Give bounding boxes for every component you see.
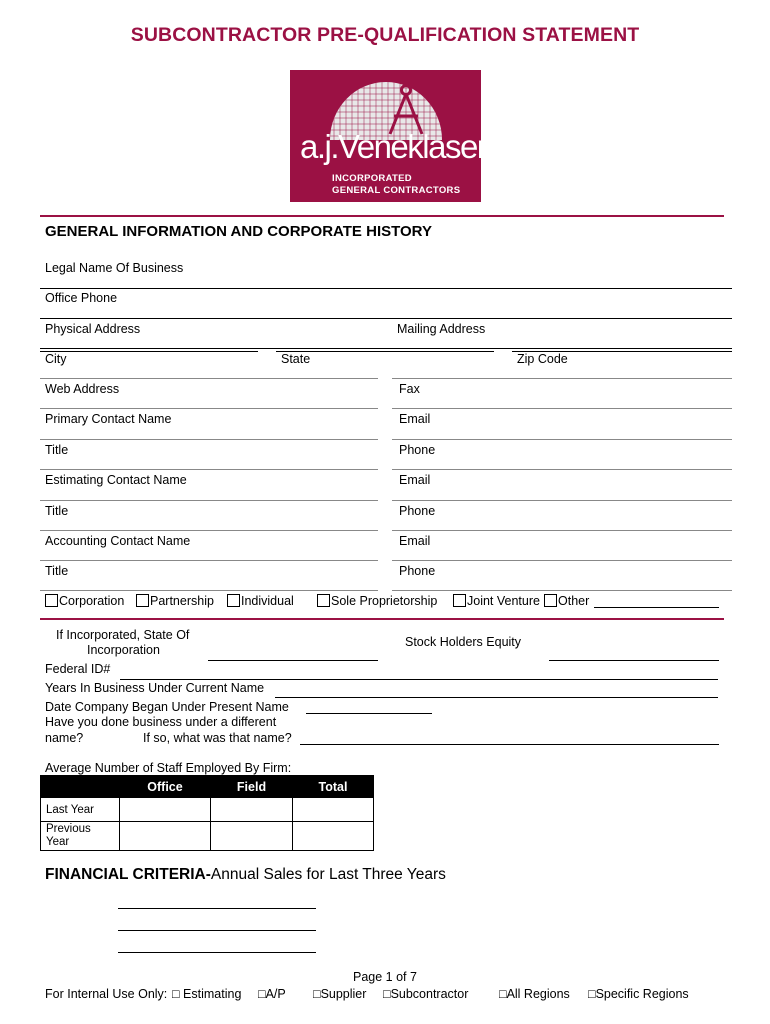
divider [40, 500, 378, 501]
fax-label: Fax [399, 382, 420, 396]
state-of-inc-label: If Incorporated, State Of [56, 628, 190, 642]
divider [392, 408, 732, 409]
checkbox-icon [544, 594, 557, 607]
checkbox-other[interactable] [544, 594, 589, 608]
page-title: SUBCONTRACTOR PRE-QUALIFICATION STATEMENT [130, 24, 640, 46]
zip-field[interactable] [512, 351, 732, 352]
checkbox-icon [136, 594, 149, 607]
checkbox-joint-venture[interactable] [453, 594, 540, 608]
years-field[interactable] [275, 697, 718, 698]
divider [392, 439, 732, 440]
date-began-field[interactable] [306, 713, 432, 714]
checkbox-glyph-icon: □ [499, 987, 507, 1001]
staff-heading: Average Number of Staff Employed By Firm: [45, 761, 292, 775]
brand-line-contractors: GENERAL CONTRACTORS [332, 185, 461, 196]
estimating-contact-label: Estimating Contact Name [45, 473, 187, 487]
checkbox-label: Individual [241, 594, 294, 608]
sales-year-2-field[interactable] [118, 930, 316, 931]
brand-name: a.j.Veneklasen [300, 128, 494, 165]
checkbox-glyph-icon: □ [383, 987, 391, 1001]
zip-label: Zip Code [517, 352, 568, 366]
divider [40, 590, 378, 591]
internal-supplier[interactable] [313, 987, 366, 1001]
financial-heading [45, 866, 446, 884]
equity-label: Stock Holders Equity [405, 635, 522, 649]
divider [392, 530, 732, 531]
divider [40, 469, 378, 470]
state-field[interactable] [276, 351, 494, 352]
federal-id-field[interactable] [120, 679, 718, 680]
header-office: Office [120, 776, 211, 798]
option-label: Specific Regions [595, 987, 689, 1001]
checkbox-icon [45, 594, 58, 607]
state-of-inc-label-2: Incorporation [87, 643, 160, 657]
cell-last-office[interactable] [120, 798, 211, 822]
years-label: Years In Business Under Current Name [45, 681, 265, 695]
row-label-last-year: Last Year [41, 798, 120, 822]
address-field[interactable] [40, 348, 732, 349]
equity-field[interactable] [549, 660, 719, 661]
internal-subcontractor[interactable] [383, 987, 468, 1001]
sales-year-3-field[interactable] [118, 952, 316, 953]
checkbox-glyph-icon: □ [588, 987, 596, 1001]
header-blank [41, 776, 120, 798]
cell-last-field[interactable] [211, 798, 293, 822]
divider [40, 408, 378, 409]
checkbox-glyph-icon: □ [172, 987, 180, 1001]
cell-last-total[interactable] [293, 798, 374, 822]
option-label: All Regions [506, 987, 570, 1001]
checkbox-icon [227, 594, 240, 607]
row-label-previous-year: Previous Year [41, 822, 120, 851]
divider [392, 500, 732, 501]
option-label: Estimating [183, 987, 242, 1001]
internal-ap[interactable] [258, 987, 286, 1001]
checkbox-icon [453, 594, 466, 607]
city-label: City [45, 352, 67, 366]
divider [392, 378, 732, 379]
primary-contact-label: Primary Contact Name [45, 412, 172, 426]
accounting-contact-label: Accounting Contact Name [45, 534, 191, 548]
section-heading-general: GENERAL INFORMATION AND CORPORATE HISTORY [45, 223, 432, 240]
divider [392, 469, 732, 470]
financial-heading-bold: FINANCIAL CRITERIA- [45, 866, 211, 883]
diff-name-label-3: If so, what was that name? [143, 731, 292, 745]
physical-address-label: Physical Address [45, 322, 141, 336]
divider [40, 439, 378, 440]
estimating-phone-label: Phone [399, 504, 436, 518]
checkbox-partnership[interactable] [136, 594, 214, 608]
primary-email-label: Email [399, 412, 431, 426]
city-field[interactable] [40, 351, 258, 352]
header-field: Field [211, 776, 293, 798]
divider [40, 530, 378, 531]
checkbox-label: Corporation [59, 594, 125, 608]
staff-table [40, 775, 374, 851]
legal-name-label: Legal Name Of Business [45, 261, 184, 275]
company-logo [290, 70, 494, 202]
internal-estimating[interactable] [172, 987, 241, 1001]
accounting-email-label: Email [399, 534, 431, 548]
internal-all-regions[interactable] [499, 987, 570, 1001]
cell-prev-office[interactable] [120, 822, 211, 851]
cell-prev-total[interactable] [293, 822, 374, 851]
financial-heading-rest: Annual Sales for Last Three Years [210, 866, 446, 883]
state-of-inc-field[interactable] [208, 660, 378, 661]
federal-id-label: Federal ID# [45, 662, 111, 676]
date-began-label: Date Company Began Under Present Name [45, 700, 289, 714]
checkbox-label: Other [558, 594, 590, 608]
option-label: A/P [265, 987, 286, 1001]
diff-name-label: Have you done business under a different [45, 715, 277, 729]
divider [40, 378, 378, 379]
checkbox-individual[interactable] [227, 594, 294, 608]
page-number: Page 1 of 7 [353, 970, 417, 984]
checkbox-icon [317, 594, 330, 607]
header-total: Total [293, 776, 374, 798]
section-rule [40, 618, 724, 620]
cell-prev-field[interactable] [211, 822, 293, 851]
legal-name-field[interactable] [40, 288, 732, 289]
web-address-label: Web Address [45, 382, 120, 396]
checkbox-corporation[interactable] [45, 594, 124, 608]
option-label: Subcontractor [390, 987, 469, 1001]
divider [392, 590, 732, 591]
state-label: State [281, 352, 311, 366]
checkbox-sole-proprietorship[interactable] [317, 594, 437, 608]
section-rule [40, 215, 724, 217]
estimating-email-label: Email [399, 473, 431, 487]
estimating-title-label: Title [45, 504, 69, 518]
checkbox-glyph-icon: □ [313, 987, 321, 1001]
accounting-phone-label: Phone [399, 564, 436, 578]
diff-name-label-2: name? [45, 731, 84, 745]
sales-year-1-field[interactable] [118, 908, 316, 909]
diff-name-field[interactable] [300, 744, 719, 745]
accounting-title-label: Title [45, 564, 69, 578]
internal-specific-regions[interactable] [588, 987, 689, 1001]
divider [40, 560, 378, 561]
brand-line-incorporated: INCORPORATED [332, 173, 412, 184]
mailing-address-label: Mailing Address [397, 322, 486, 336]
checkbox-glyph-icon: □ [258, 987, 266, 1001]
office-phone-label: Office Phone [45, 291, 118, 305]
internal-use-label: For Internal Use Only: [45, 987, 168, 1001]
divider [392, 560, 732, 561]
other-field[interactable] [594, 607, 719, 608]
checkbox-label: Partnership [150, 594, 214, 608]
checkbox-label: Sole Proprietorship [331, 594, 438, 608]
primary-title-label: Title [45, 443, 69, 457]
primary-phone-label: Phone [399, 443, 436, 457]
office-phone-field[interactable] [40, 318, 732, 319]
option-label: Supplier [320, 987, 367, 1001]
checkbox-label: Joint Venture [467, 594, 540, 608]
